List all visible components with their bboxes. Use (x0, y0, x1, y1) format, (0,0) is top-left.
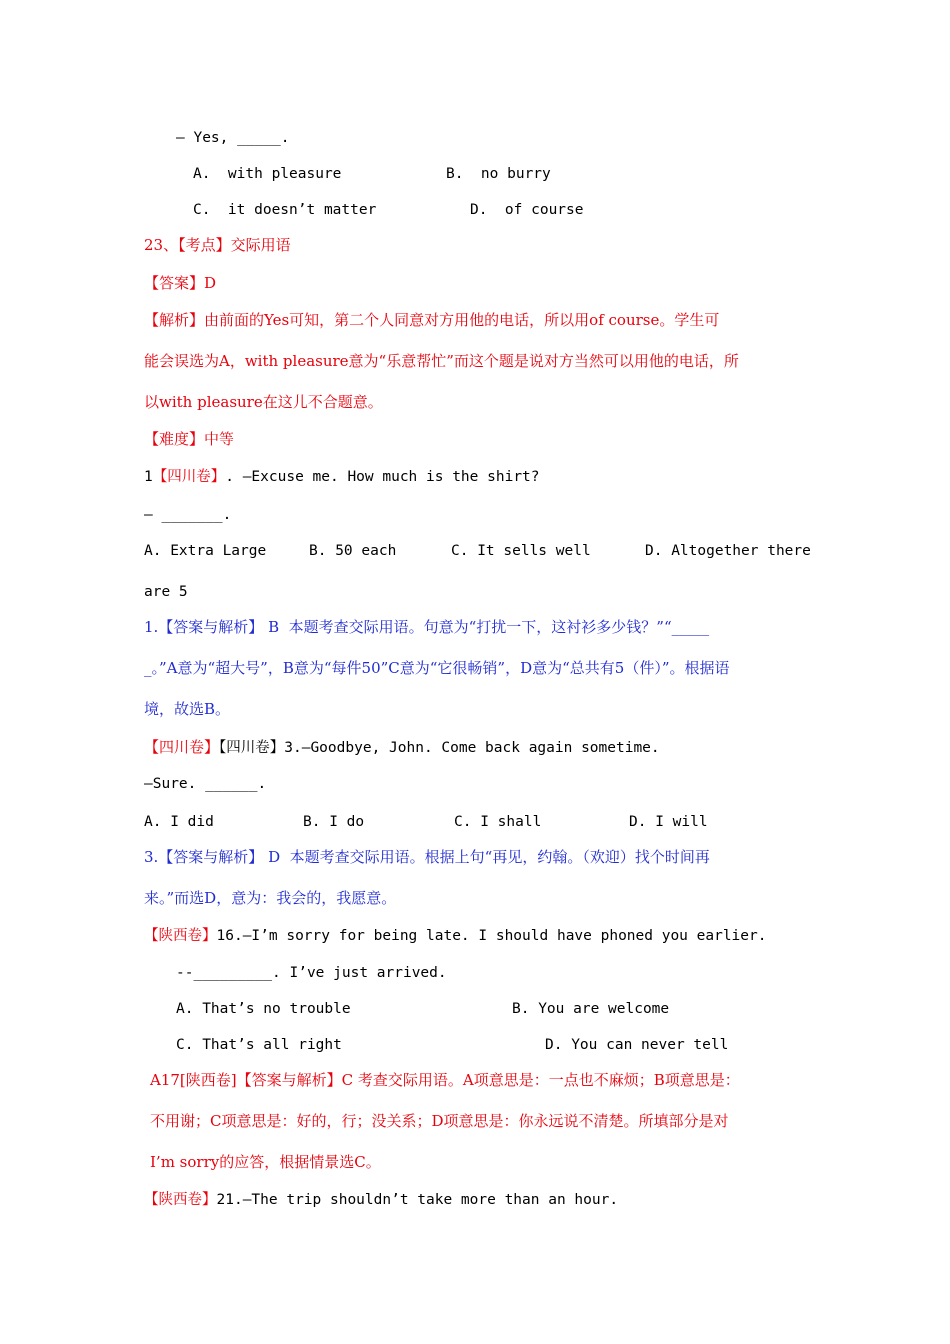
question-stem: 1【四川卷】. —Excuse me. How much is the shirt? (144, 469, 540, 485)
explanation-line: 来。”而选D，意为：我会的，我愿意。 (144, 889, 397, 907)
option-b: B. 50 each (309, 543, 397, 559)
option-d: D. I will (629, 814, 708, 830)
analysis-line: 能会误选为A，with pleasure意为“乐意帮忙”而这个题是说对方当然可以用他的电话，所 (144, 352, 739, 370)
explanation-line: _。”A意为“超大号”，B意为“每件50”C意为“它很畅销”，D意为“总共有5（件）”。根据语 (144, 659, 730, 677)
option-d-wrap: are 5 (144, 584, 188, 600)
option-c: C. That’s all right (176, 1037, 342, 1053)
option-c: C. I shall (454, 814, 542, 830)
option-d: D. of course (470, 202, 584, 218)
answer-blank: — _______. (144, 507, 232, 523)
analysis-line: 以with pleasure在这儿不合题意。 (144, 393, 383, 411)
explanation-line: 3.【答案与解析】 D 本题考查交际用语。根据上句“再见，约翰。（欢迎）找个时间再 (144, 848, 710, 866)
option-a: A. with pleasure (193, 166, 342, 182)
question-stem: 【陕西卷】21.—The trip shouldn’t take more than an hour. (144, 1192, 619, 1208)
difficulty-label: 【难度】中等 (144, 430, 235, 448)
option-b: B. I do (303, 814, 365, 830)
explanation-line: 不用谢；C项意思是：好的，行；没关系；D项意思是：你永远说不清楚。所填部分是对 (150, 1112, 729, 1130)
explanation-line: I’m sorry的应答，根据情景选C。 (150, 1153, 381, 1171)
option-a: A. That’s no trouble (176, 1001, 351, 1017)
question-stem: 【四川卷】【四川卷】3.—Goodbye, John. Come back again sometime. (144, 738, 660, 756)
explanation-line: 1.【答案与解析】 B 本题考查交际用语。句意为“打扰一下，这衬衫多少钱？”“_____ (144, 618, 710, 636)
answer-blank: —Sure. ______. (144, 776, 267, 792)
explanation-line: A17[陕西卷]【答案与解析】C 考查交际用语。A项意思是：一点也不麻烦；B项意思是： (150, 1071, 740, 1089)
option-d: D. Altogether there (645, 543, 811, 559)
analysis-line: 【解析】由前面的Yes可知，第二个人同意对方用他的电话，所以用of course。学生可 (144, 311, 720, 329)
option-a: A. Extra Large (144, 543, 267, 559)
option-c: C. it doesn’t matter (193, 202, 377, 218)
option-b: B. You are welcome (512, 1001, 670, 1017)
answer-blank: --_________. I’ve just arrived. (176, 965, 447, 981)
question-stem: 【陕西卷】16.—I’m sorry for being late. I should have phoned you earlier. (144, 928, 767, 944)
option-a: A. I did (144, 814, 214, 830)
answer-label: 【答案】D (144, 274, 217, 292)
option-d: D. You can never tell (545, 1037, 729, 1053)
option-c: C. It sells well (451, 543, 591, 559)
key-point: 23、【考点】交际用语 (144, 236, 291, 254)
explanation-line: 境，故选B。 (144, 700, 231, 718)
option-b: B. no burry (446, 166, 551, 182)
answer-line: — Yes, _____. (176, 130, 290, 146)
